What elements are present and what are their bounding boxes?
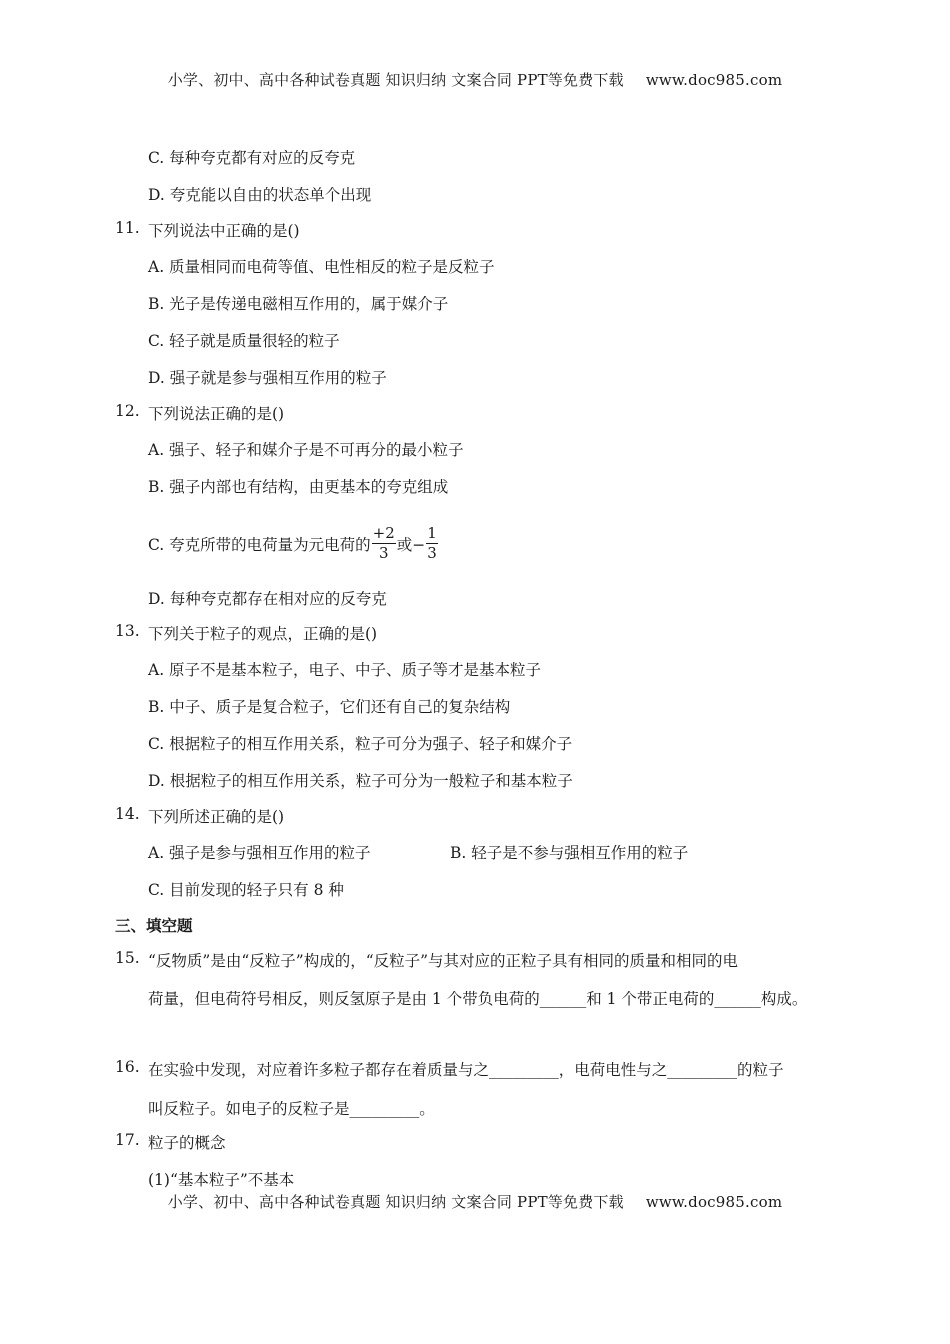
q12-option-c-text: C. 夸克所带的电荷量为元电荷的 xyxy=(148,535,371,554)
q15-line2: 荷量，但电荷符号相反，则反氢原子是由 1 个带负电荷的______和 1 个带正电荷的______构成。 xyxy=(148,990,808,1008)
footer-text: 小学、初中、高中各种试卷真题 知识归纳 文案合同 PPT等免费下载 xyxy=(167,1193,624,1211)
q12-number: 12. xyxy=(115,402,140,420)
q13-option-c: C. 根据粒子的相互作用关系，粒子可分为强子、轻子和媒介子 xyxy=(148,735,573,753)
q11-option-b: B. 光子是传递电磁相互作用的，属于媒介子 xyxy=(148,295,449,313)
q10-option-c: C. 每种夸克都有对应的反夸克 xyxy=(148,149,356,167)
fraction-numerator: 1 xyxy=(427,524,437,542)
page-footer xyxy=(0,1191,950,1212)
q16-line1: 在实验中发现，对应着许多粒子都存在着质量与之_________，电荷电性与之_________的粒子 xyxy=(148,1061,784,1079)
q14-option-a: A. 强子是参与强相互作用的粒子 xyxy=(148,844,371,862)
q11-stem: 下列说法中正确的是() xyxy=(148,222,300,240)
q11-option-a: A. 质量相同而电荷等值、电性相反的粒子是反粒子 xyxy=(148,258,495,276)
fraction-denominator: 3 xyxy=(427,544,437,562)
q12-option-a: A. 强子、轻子和媒介子是不可再分的最小粒子 xyxy=(148,441,464,459)
q12-option-c xyxy=(148,524,439,563)
q14-option-c: C. 目前发现的轻子只有 8 种 xyxy=(148,881,344,899)
q17-sub1: (1)“基本粒子”不基本 xyxy=(148,1171,295,1189)
footer-site: www.doc985.com xyxy=(645,1193,783,1211)
q14-number: 14. xyxy=(115,805,140,823)
q14-stem: 下列所述正确的是() xyxy=(148,808,285,826)
q12-option-c-or: 或− xyxy=(396,535,426,554)
q15-number: 15. xyxy=(115,949,140,967)
q12-option-b: B. 强子内部也有结构，由更基本的夸克组成 xyxy=(148,478,449,496)
q16-line2: 叫反粒子。如电子的反粒子是_________。 xyxy=(148,1100,435,1118)
q12-option-d: D. 每种夸克都存在相对应的反夸克 xyxy=(148,590,387,608)
q13-stem: 下列关于粒子的观点，正确的是() xyxy=(148,625,378,643)
q13-option-d: D. 根据粒子的相互作用关系，粒子可分为一般粒子和基本粒子 xyxy=(148,772,573,790)
header-site: www.doc985.com xyxy=(645,71,783,89)
fraction-one-third xyxy=(426,524,438,563)
q13-option-a: A. 原子不是基本粒子，电子、中子、质子等才是基本粒子 xyxy=(148,661,542,679)
q13-number: 13. xyxy=(115,622,140,640)
q14-option-b: B. 轻子是不参与强相互作用的粒子 xyxy=(450,844,689,862)
fraction-denominator: 3 xyxy=(378,544,389,562)
q11-number: 11. xyxy=(115,219,140,237)
q11-option-c: C. 轻子就是质量很轻的粒子 xyxy=(148,332,340,350)
q17-number: 17. xyxy=(115,1131,140,1149)
fraction-numerator: +2 xyxy=(372,524,395,542)
section-title: 三、填空题 xyxy=(115,916,193,935)
q11-option-d: D. 强子就是参与强相互作用的粒子 xyxy=(148,369,387,387)
q12-stem: 下列说法正确的是() xyxy=(148,405,285,423)
q13-option-b: B. 中子、质子是复合粒子，它们还有自己的复杂结构 xyxy=(148,698,511,716)
page-header xyxy=(0,69,950,90)
q16-number: 16. xyxy=(115,1058,140,1076)
header-text: 小学、初中、高中各种试卷真题 知识归纳 文案合同 PPT等免费下载 xyxy=(167,71,624,89)
q10-option-d: D. 夸克能以自由的状态单个出现 xyxy=(148,186,372,204)
q17-stem: 粒子的概念 xyxy=(148,1134,226,1152)
q15-line1: “反物质”是由“反粒子”构成的，“反粒子”与其对应的正粒子具有相同的质量和相同的电 xyxy=(148,952,739,970)
fraction-plus-two-thirds xyxy=(372,524,396,563)
